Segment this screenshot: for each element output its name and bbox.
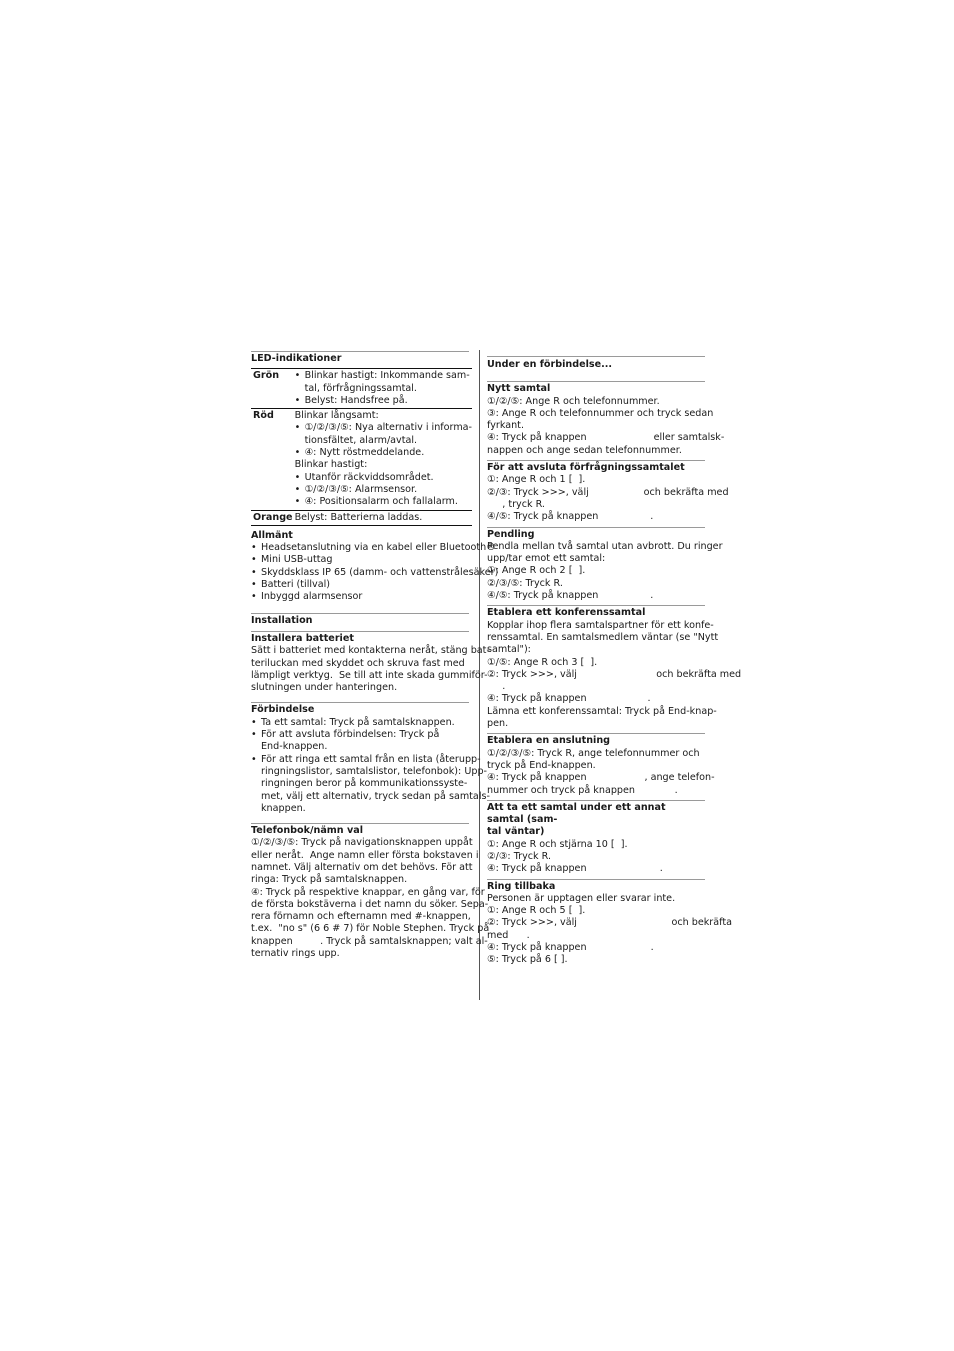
text-line: t.ex. "no s" (6 6 # 7) för Noble Stephen. Tryck på: [251, 923, 490, 935]
text-line: Kopplar ihop flera samtalspartner för ett konfe-: [487, 619, 714, 631]
text-line: ①: Ange R och 2 [ ].: [487, 565, 586, 577]
section-title: Pendling: [487, 528, 535, 540]
spacer: [487, 371, 705, 376]
text-line: ④: Tryck på knappen .: [487, 863, 663, 875]
led-section: [251, 351, 473, 526]
list-item: ringningen beror på kommunikationssyste-: [261, 778, 468, 790]
text-line: namnet. Välj alternativ om det behövs. För att: [251, 861, 473, 873]
text-line: nummer och tryck på knappen .: [487, 784, 678, 796]
text-line: ①/②/③/⑤: Tryck på navigationsknappen uppåt: [251, 837, 473, 849]
text-line: ①: Ange R och 5 [ ].: [487, 905, 586, 917]
led-color: Orange: [253, 511, 293, 523]
text-line: ④: Tryck på knappen .: [487, 693, 651, 705]
text-line: ①/②/③/⑤: Tryck R, ange telefonnummer och: [487, 747, 700, 759]
text-line: ②: Tryck >>>, välj och bekräfta med: [487, 668, 742, 680]
led-title: LED-indikationer: [251, 353, 342, 364]
allmant-list: [251, 542, 499, 603]
list-item: knappen.: [261, 802, 306, 814]
right-section: [487, 605, 742, 730]
allmant-section: [251, 529, 499, 604]
led-line: • ④: Positionsalarm och fallalarm.: [295, 496, 472, 508]
led-desc: [293, 510, 472, 525]
telefonbok-text: [251, 837, 490, 960]
section-title: Ring tillbaka: [487, 880, 556, 892]
right-column: [487, 356, 742, 967]
text-line: , tryck R.: [487, 498, 545, 510]
led-row: [251, 409, 472, 510]
led-line: Blinkar långsamt:: [294, 410, 379, 422]
text-line: tryck på End-knappen.: [487, 759, 596, 771]
list-item: • Ta ett samtal: Tryck på samtalsknappen.: [251, 717, 469, 729]
list-item: met, välj ett alternativ, tryck sedan på samtals-: [261, 790, 490, 802]
list-item: • Mini USB-uttag: [251, 554, 469, 566]
led-color: Grön: [253, 370, 280, 382]
list-item: • För att ringa ett samtal från en lista (återupp-: [251, 754, 469, 766]
text-line: ③: Ange R och telefonnummer och tryck sedan: [487, 407, 714, 419]
text-line: samtal"):: [487, 644, 531, 656]
text-line: ②/③/⑤: Tryck R.: [487, 577, 563, 589]
led-line: tionsfältet, alarm/avtal.: [304, 434, 418, 446]
section-title: Etablera ett konferenssamtal: [487, 607, 646, 619]
led-line: Blinkar hastigt:: [294, 459, 368, 471]
text-line: eller neråt. Ange namn eller första bokstaven i: [251, 849, 479, 861]
list-item: End-knappen.: [261, 741, 328, 753]
section-title: Nytt samtal: [487, 383, 551, 395]
text-line: ④: Tryck på knappen .: [487, 942, 654, 954]
forbindelse-section: [251, 702, 490, 815]
led-line: tal, förfrågningssamtal.: [304, 382, 417, 394]
text-line: nappen och ange sedan telefonnummer.: [487, 444, 682, 456]
section-title: För att avsluta förfrågningssamtalet: [487, 462, 685, 474]
text-line: pen.: [487, 718, 509, 730]
text-line: Lämna ett konferenssamtal: Tryck på End-knap-: [487, 705, 717, 717]
text-line: ④: Tryck på respektive knappar, en gång var, för: [251, 886, 485, 898]
led-line: • ①/②/③/⑤: Nya alternativ i informa-: [295, 422, 472, 434]
text-line: ①: Ange R och 1 [ ].: [487, 474, 586, 486]
text-line: slutningen under hanteringen.: [251, 682, 398, 694]
led-line: • ①/②/③/⑤: Alarmsensor.: [295, 484, 472, 496]
text-line: ④: Tryck på knappen eller samtalsk-: [487, 432, 725, 444]
text-line: med .: [487, 929, 530, 941]
led-row: [251, 369, 472, 409]
led-line: • Belyst: Handsfree på.: [295, 395, 472, 407]
allmant-title: Allmänt: [251, 529, 293, 541]
section-title: Under en förbindelse...: [487, 359, 613, 370]
right-section: [487, 356, 705, 376]
telefonbok-title: Telefonbok/nämn val: [251, 825, 363, 837]
right-section: [487, 800, 705, 876]
text-line: Sätt i batteriet med kontakterna neråt, stäng bat-: [251, 645, 490, 657]
led-line: • ④: Nytt röstmeddelande.: [295, 447, 472, 459]
right-section: [487, 879, 732, 967]
right-section: [487, 527, 723, 603]
forbindelse-title: Förbindelse: [251, 704, 315, 716]
text-line: knappen . Tryck på samtalsknappen; valt al-: [251, 935, 488, 947]
list-item: • Headsetanslutning via en kabel eller Bluetooth®: [251, 542, 469, 554]
right-section: [487, 460, 729, 523]
batteri-text: [251, 645, 490, 694]
right-section: [487, 733, 715, 796]
section-title: Att ta ett samtal under ett annat samtal (sam-: [487, 801, 666, 826]
list-item: • Inbyggd alarmsensor: [251, 591, 469, 603]
right-section: [487, 381, 725, 457]
text-line: ②: Tryck >>>, välj och bekräfta: [487, 917, 732, 929]
installation-section: [251, 613, 469, 627]
section-title: Etablera en anslutning: [487, 735, 611, 747]
text-line: ternativ rings upp.: [251, 948, 340, 960]
list-item: • Skyddsklass IP 65 (damm- och vattenstrålesäker): [251, 567, 469, 579]
text-line: renssamtal. En samtalsmedlem väntar (se "Nytt: [487, 631, 719, 643]
text-line: Pendla mellan två samtal utan avbrott. Du ringer: [487, 540, 723, 552]
led-color: Röd: [253, 410, 274, 422]
text-line: de första bokstäverna i det namn du söker. Sepa-: [251, 898, 489, 910]
text-line: ①/⑤: Ange R och 3 [ ].: [487, 656, 598, 668]
text-line: ①/②/⑤: Ange R och telefonnummer.: [487, 395, 660, 407]
installation-title: Installation: [251, 614, 313, 626]
led-line: • Blinkar hastigt: Inkommande sam-: [295, 370, 472, 382]
text-line: ⑤: Tryck på 6 [ ].: [487, 954, 568, 966]
text-line: ④/⑤: Tryck på knappen .: [487, 590, 654, 602]
text-line: lämpligt verktyg. Se till att inte skada gummiför-: [251, 669, 488, 681]
batteri-section: [251, 631, 490, 694]
led-table: [251, 368, 472, 526]
text-line: ②/③: Tryck R.: [487, 850, 552, 862]
batteri-title: Installera batteriet: [251, 632, 354, 644]
telefonbok-section: [251, 823, 490, 960]
text-line: upp/tar emot ett samtal:: [487, 553, 606, 565]
list-item: ringningslistor, samtalslistor, telefonbok): Upp-: [261, 765, 487, 777]
text-line: ④/⑤: Tryck på knappen .: [487, 511, 654, 523]
left-column: [251, 351, 499, 960]
text-line: rera förnamn och efternamn med #-knappen,: [251, 911, 471, 923]
led-line: Belyst: Batterierna laddas.: [294, 511, 423, 523]
list-item: • För att avsluta förbindelsen: Tryck på: [251, 729, 469, 741]
list-item: • Batteri (tillval): [251, 579, 469, 591]
text-line: ④: Tryck på knappen , ange telefon-: [487, 772, 715, 784]
led-line: • Utanför räckviddsområdet.: [295, 472, 472, 484]
led-desc: [293, 369, 472, 409]
text-line: ①: Ange R och stjärna 10 [ ].: [487, 838, 628, 850]
text-line: .: [487, 681, 506, 693]
section-title-cont: tal väntar): [487, 826, 545, 838]
text-line: ②/③: Tryck >>>, välj och bekräfta med: [487, 486, 729, 498]
text-line: ringa: Tryck på samtalsknappen.: [251, 874, 408, 886]
text-line: teriluckan med skyddet och skruva fast med: [251, 657, 465, 669]
forbindelse-list: [251, 716, 490, 815]
led-row: [251, 510, 472, 525]
led-desc: [293, 409, 472, 510]
text-line: Personen är upptagen eller svarar inte.: [487, 892, 676, 904]
text-line: fyrkant.: [487, 420, 524, 432]
